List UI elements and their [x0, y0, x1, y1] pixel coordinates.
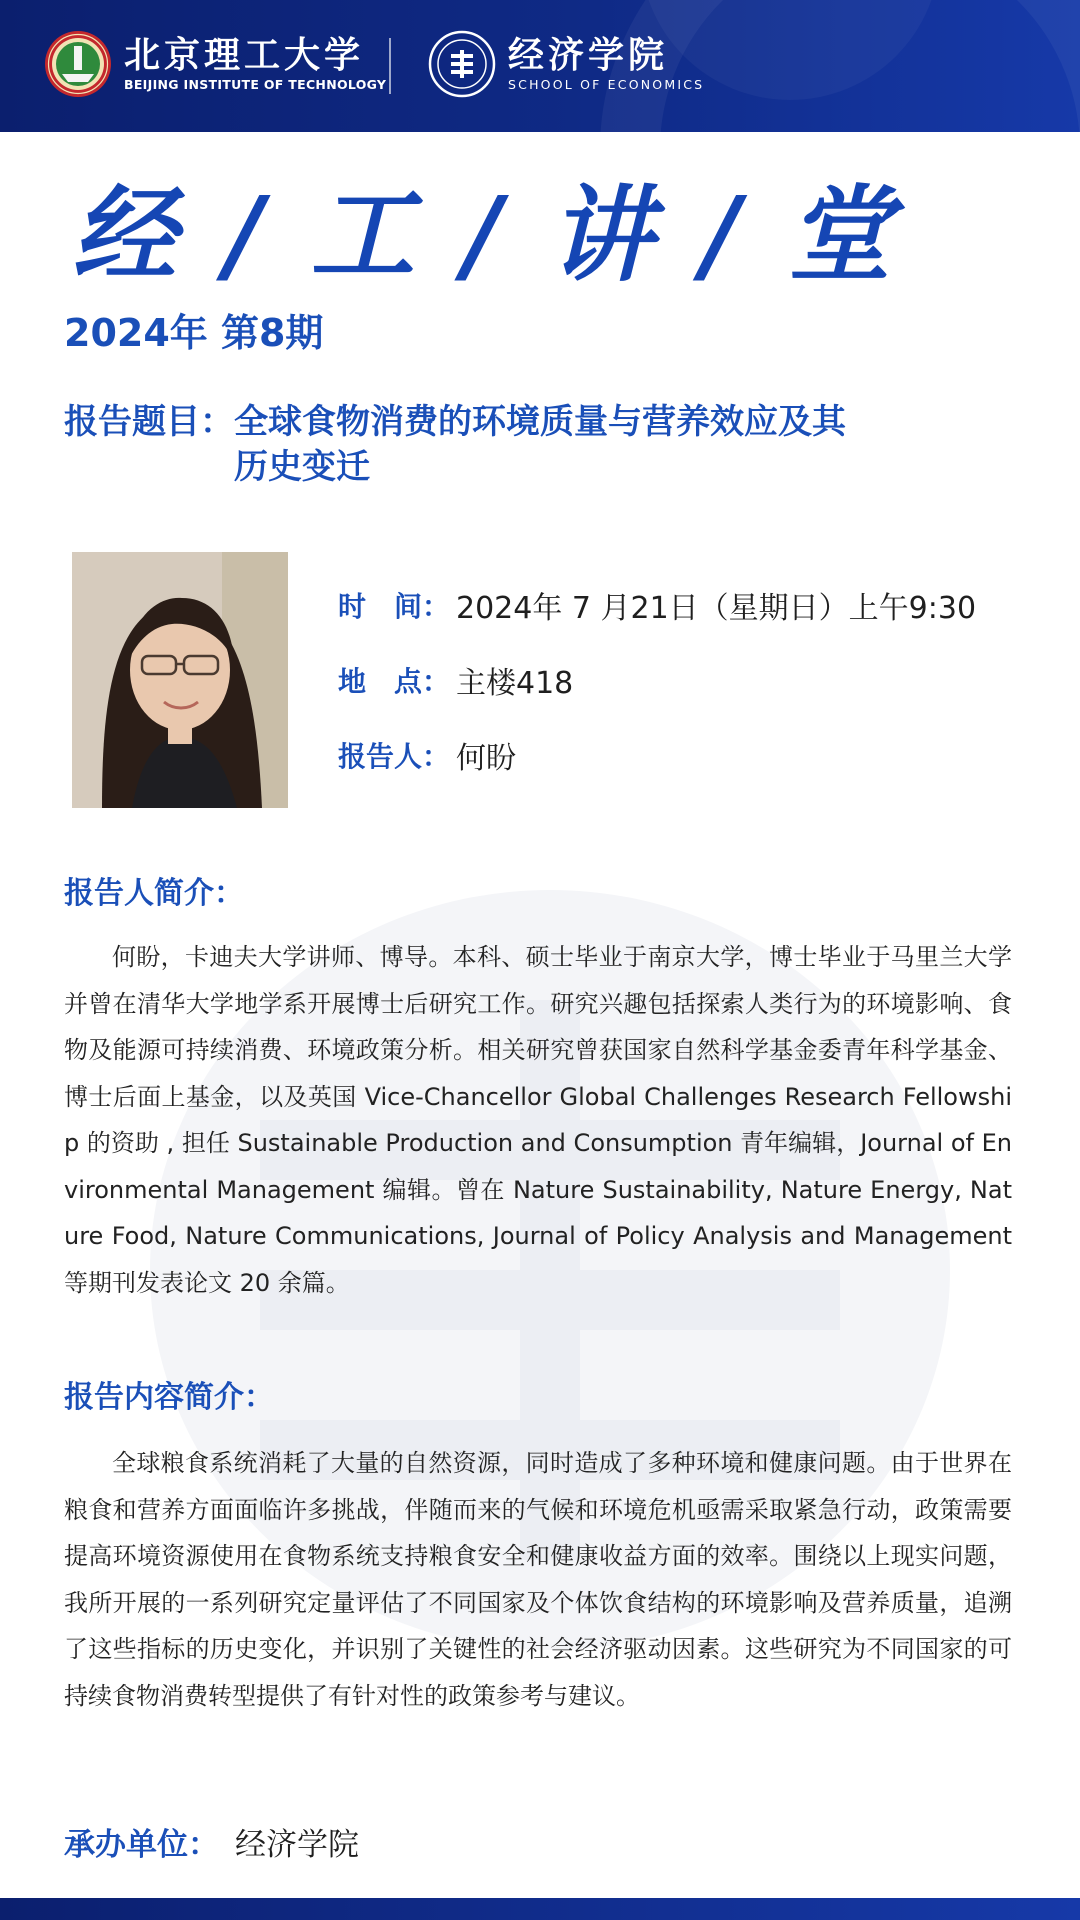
header-divider — [389, 38, 391, 94]
info-row-place — [338, 657, 1038, 703]
school-name-en: SCHOOL OF ECONOMICS — [508, 77, 705, 92]
bio-text: 何盼，卡迪夫大学讲师、博导。本科、硕士毕业于南京大学，博士毕业于马里兰大学并曾在清华大学地学系开展博士后研究工作。研究兴趣包括探索人类行为的环境影响、食物及能源可持续消费、环境政策分析。相关研究曾获国家自然科学基金委青年科学基金、博士后面上基金，以及英国 Vice-Chancellor Global Challenges Research Fellowship 的资助 , 担任 Sustainable Production and Consumption 青年编辑，Journal of Environmental Management 编辑。曾在 Nature Sustainability, Nature Energy, Nature Food, Nature Communications, Journal of Policy Analysis and Management 等期刊发表论文 20 余篇。 — [64, 943, 1012, 1297]
topic-text: 全球食物消费的环境质量与营养效应及其历史变迁 — [234, 402, 846, 487]
speaker-photo — [72, 552, 288, 808]
abstract-heading: 报告内容简介： — [64, 1380, 274, 1415]
university-name-en: BEIJING INSTITUTE OF TECHNOLOGY — [124, 77, 387, 92]
bio-heading: 报告人简介： — [64, 876, 244, 911]
organizer-label: 承办单位： — [64, 1827, 219, 1863]
place-label: 地 点： — [338, 665, 451, 698]
university-logo — [44, 30, 386, 98]
footer-bar — [0, 1898, 1080, 1920]
event-info — [338, 582, 1038, 807]
report-topic — [64, 400, 854, 490]
issue-number: 2024年 第8期 — [64, 311, 324, 355]
speaker-value: 何盼 — [456, 741, 516, 776]
organizer — [64, 1824, 359, 1871]
time-label: 时 间： — [338, 590, 451, 623]
soe-emblem-icon — [428, 30, 496, 98]
speaker-label: 报告人： — [338, 740, 451, 773]
abstract-text: 全球粮食系统消耗了大量的自然资源，同时造成了多种环境和健康问题。由于世界在粮食和营养方面面临许多挑战，伴随而来的气候和环境危机亟需采取紧急行动，政策需要提高环境资源使用在食物系统支持粮食安全和健康收益方面的效率。围绕以上现实问题，我所开展的一系列研究定量评估了不同国家及个体饮食结构的环境影响及营养质量，追溯了这些指标的历史变化，并识别了关键性的社会经济驱动因素。这些研究为不同国家的可持续食物消费转型提供了有针对性的政策参考与建议。 — [64, 1449, 1012, 1710]
university-name-cn: 北京理工大学 — [124, 34, 365, 76]
info-row-time — [338, 582, 1038, 628]
school-logo — [428, 30, 704, 98]
bit-emblem-icon — [44, 30, 112, 98]
place-value: 主楼418 — [456, 666, 574, 701]
info-row-speaker — [338, 732, 1038, 778]
topic-label: 报告题目： — [64, 402, 234, 442]
time-value: 2024年 7 月21日（星期日）上午9:30 — [456, 591, 977, 626]
series-title: 经 / 工 / 讲 / 堂 — [72, 173, 898, 296]
header-banner — [0, 0, 1080, 132]
school-name-cn: 经济学院 — [508, 34, 669, 76]
speaker-portrait — [72, 552, 288, 808]
organizer-value: 经济学院 — [235, 1827, 359, 1863]
